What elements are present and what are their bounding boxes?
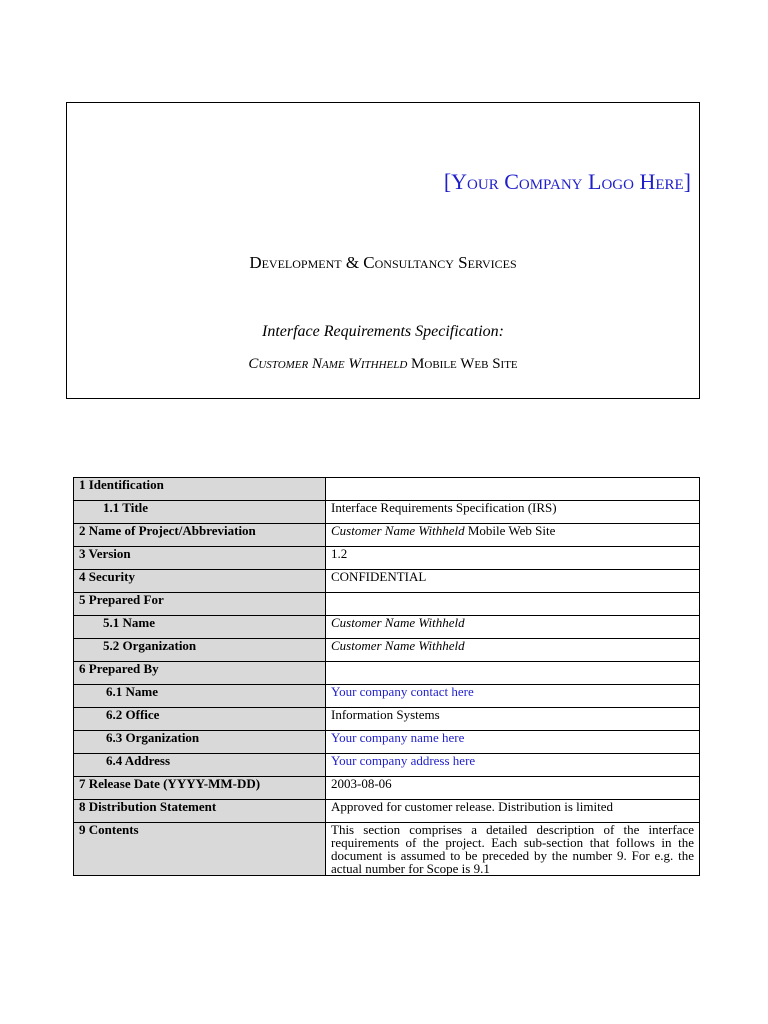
row-label: 6.3 Organization	[74, 731, 326, 754]
table-row	[74, 501, 700, 524]
row-label: 6.2 Office	[74, 708, 326, 731]
row-label: 3 Version	[74, 547, 326, 570]
row-label: 7 Release Date (YYYY-MM-DD)	[74, 777, 326, 800]
site-title-rest: Mobile Web Site	[407, 356, 518, 372]
row-value: Customer Name Withheld	[326, 639, 700, 662]
row-label: 1.1 Title	[74, 501, 326, 524]
row-label: 5.2 Organization	[74, 639, 326, 662]
row-label: 2 Name of Project/Abbreviation	[74, 524, 326, 547]
row-label: 4 Security	[74, 570, 326, 593]
row-label: 1 Identification	[74, 478, 326, 501]
row-value: Your company address here	[326, 754, 700, 777]
project-name-customer: Customer Name Withheld	[331, 523, 465, 538]
row-value: Information Systems	[326, 708, 700, 731]
row-value: 2003-08-06	[326, 777, 700, 800]
row-label: 5 Prepared For	[74, 593, 326, 616]
table-row	[74, 754, 700, 777]
table-row	[74, 593, 700, 616]
row-value: Approved for customer release. Distribution is limited	[326, 800, 700, 823]
table-row	[74, 547, 700, 570]
services-heading: Development & Consultancy Services	[249, 253, 517, 272]
row-label: 9 Contents	[74, 823, 326, 876]
table-row	[74, 524, 700, 547]
table-row	[74, 823, 700, 876]
site-title	[67, 356, 699, 373]
table-row	[74, 662, 700, 685]
row-label: 6.4 Address	[74, 754, 326, 777]
row-value	[326, 593, 700, 616]
row-value: CONFIDENTIAL	[326, 570, 700, 593]
company-logo-placeholder: [Your Company Logo Here]	[443, 169, 691, 194]
row-value: 1.2	[326, 547, 700, 570]
row-value: Your company name here	[326, 731, 700, 754]
identification-table	[73, 477, 700, 876]
row-label: 8 Distribution Statement	[74, 800, 326, 823]
cover-box	[66, 102, 700, 399]
row-value: Interface Requirements Specification (IRS)	[326, 501, 700, 524]
row-value	[326, 478, 700, 501]
row-value: Your company contact here	[326, 685, 700, 708]
project-name-rest: Mobile Web Site	[464, 523, 556, 538]
table-row	[74, 731, 700, 754]
row-value: This section comprises a detailed description of the interface requirements of the project. Each sub-section that follows in the document is assumed to be preceded by the number 9. For e.g. the actual number for Scope is 9.1	[326, 823, 700, 876]
table-row	[74, 708, 700, 731]
row-label: 6 Prepared By	[74, 662, 326, 685]
spec-title: Interface Requirements Specification:	[262, 323, 504, 340]
table-row	[74, 570, 700, 593]
row-value	[326, 662, 700, 685]
row-value: Customer Name Withheld	[326, 616, 700, 639]
table-row	[74, 478, 700, 501]
row-value	[326, 524, 700, 547]
table-row	[74, 685, 700, 708]
row-label: 6.1 Name	[74, 685, 326, 708]
row-label: 5.1 Name	[74, 616, 326, 639]
table-row	[74, 777, 700, 800]
site-title-customer: Customer Name Withheld	[248, 356, 408, 372]
table-row	[74, 639, 700, 662]
table-row	[74, 800, 700, 823]
table-row	[74, 616, 700, 639]
